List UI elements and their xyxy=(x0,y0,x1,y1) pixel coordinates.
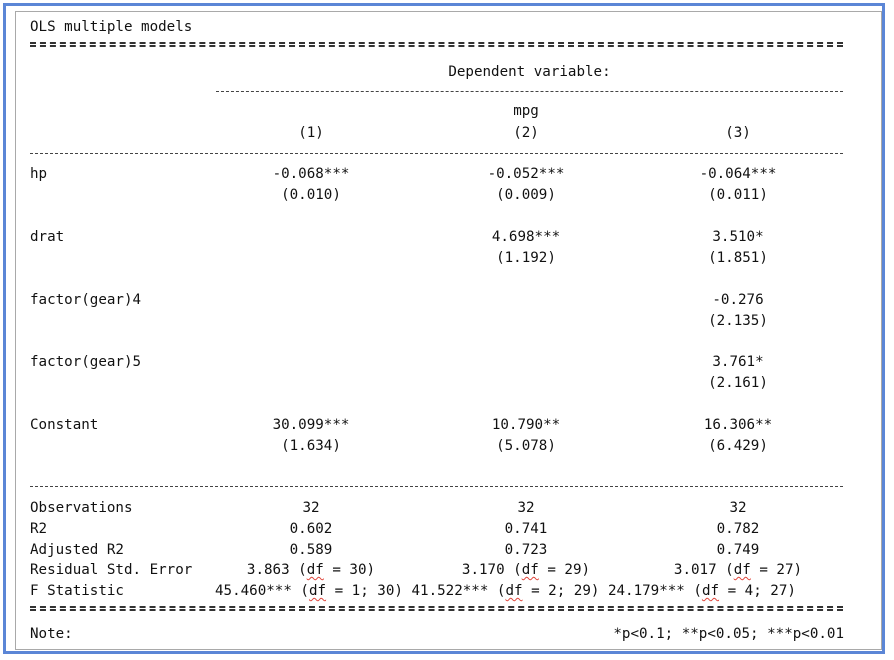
header-rule xyxy=(216,91,843,92)
coef-estimate: 4.698*** xyxy=(491,229,561,245)
model-number-3: (3) xyxy=(725,125,751,141)
regression-table xyxy=(15,11,882,650)
screenshot-frame xyxy=(3,3,885,654)
coef-std-error: (0.010) xyxy=(281,187,341,203)
stat-value: 0.602 xyxy=(289,521,333,537)
df-token: df xyxy=(505,583,523,599)
coef-std-error: (1.851) xyxy=(708,250,768,266)
double-rule-top xyxy=(30,42,843,47)
stat-value xyxy=(216,560,406,581)
df-token: df xyxy=(701,583,720,599)
stat-label-adjusted-r2: Adjusted R2 xyxy=(30,542,124,558)
coef-std-error: (1.192) xyxy=(496,250,556,266)
coef-std-error: (2.161) xyxy=(708,375,768,391)
stat-value-main: 24.179*** ( xyxy=(607,583,702,599)
coef-label-gear5: factor(gear)5 xyxy=(30,354,142,370)
stat-value: 0.723 xyxy=(504,542,548,558)
stat-value-tail: = 2; 29) xyxy=(522,583,600,599)
stat-value: 32 xyxy=(729,500,747,516)
note-significance-levels: *p<0.1; **p<0.05; ***p<0.01 xyxy=(613,626,844,642)
coef-std-error: (6.429) xyxy=(708,438,768,454)
model-number-1: (1) xyxy=(298,125,324,141)
dependent-variable-name: mpg xyxy=(513,103,539,119)
coef-std-error: (5.078) xyxy=(496,438,556,454)
coef-estimate: -0.052*** xyxy=(487,166,565,182)
stat-value-main: 3.017 ( xyxy=(673,562,734,578)
df-token: df xyxy=(308,583,327,599)
table-title: OLS multiple models xyxy=(30,19,193,35)
coef-label-drat: drat xyxy=(30,229,65,245)
stat-label-observations: Observations xyxy=(30,500,133,516)
stat-value: 0.782 xyxy=(716,521,760,537)
stat-value-tail: = 30) xyxy=(323,562,376,578)
coef-std-error: (1.634) xyxy=(281,438,341,454)
coef-estimate: 3.761* xyxy=(712,354,764,370)
stat-value-main: 3.863 ( xyxy=(246,562,307,578)
coef-label-gear4: factor(gear)4 xyxy=(30,292,142,308)
coef-std-error: (2.135) xyxy=(708,313,768,329)
stat-label-residual-std-error: Residual Std. Error xyxy=(30,562,193,578)
stat-label-r2: R2 xyxy=(30,521,48,537)
stat-value xyxy=(431,560,621,581)
coef-estimate: 3.510* xyxy=(712,229,764,245)
stat-value-main: 3.170 ( xyxy=(461,562,522,578)
df-token: df xyxy=(521,562,539,578)
df-token: df xyxy=(306,562,324,578)
note-label: Note: xyxy=(30,626,73,642)
dependent-variable-label: Dependent variable: xyxy=(448,64,611,80)
df-token: df xyxy=(733,562,751,578)
stat-value-tail: = 29) xyxy=(538,562,591,578)
stat-value-tail: = 1; 30) xyxy=(326,583,403,599)
stat-value: 0.741 xyxy=(504,521,548,537)
stat-value-tail: = 4; 27) xyxy=(719,583,796,599)
rule-below-header xyxy=(30,153,843,154)
stat-value-main: 45.460*** ( xyxy=(215,583,309,599)
coef-label-hp: hp xyxy=(30,166,48,182)
double-rule-bottom xyxy=(30,606,843,611)
model-number-2: (2) xyxy=(513,125,539,141)
stat-value: 0.749 xyxy=(716,542,760,558)
coef-estimate: -0.064*** xyxy=(699,166,777,182)
coef-estimate: 30.099*** xyxy=(272,417,350,433)
stat-value xyxy=(643,560,833,581)
coef-estimate: 16.306** xyxy=(703,417,773,433)
coef-estimate: -0.276 xyxy=(712,292,764,308)
coef-estimate: -0.068*** xyxy=(272,166,350,182)
stat-value: 0.589 xyxy=(289,542,333,558)
f-stat-row-values xyxy=(215,581,796,602)
coef-std-error: (0.009) xyxy=(496,187,556,203)
stat-value-tail: = 27) xyxy=(750,562,803,578)
stat-value-main: 41.522*** ( xyxy=(411,583,506,599)
stat-label-f-statistic: F Statistic xyxy=(30,583,124,599)
stat-value: 32 xyxy=(302,500,320,516)
coef-label-constant: Constant xyxy=(30,417,99,433)
stat-value: 32 xyxy=(517,500,535,516)
rule-above-stats xyxy=(30,486,843,487)
coef-estimate: 10.790** xyxy=(491,417,561,433)
coef-std-error: (0.011) xyxy=(708,187,768,203)
